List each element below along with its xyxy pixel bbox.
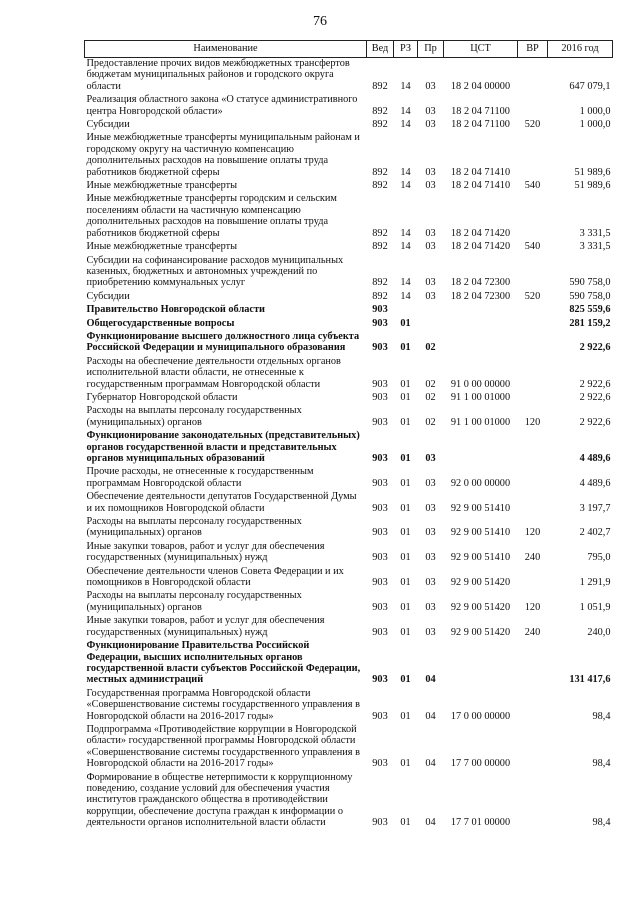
row-ved: 903 — [372, 552, 388, 564]
row-pr: 02 — [425, 342, 436, 354]
row-pr: 03 — [425, 105, 436, 117]
row-ved: 903 — [372, 317, 388, 329]
row-pr — [418, 318, 444, 331]
row-amount: 1 051,9 — [579, 601, 611, 613]
table-row — [85, 688, 613, 724]
row-cst: 17 0 00 00000 — [450, 710, 511, 722]
table-row — [85, 255, 613, 291]
row-ved: 903 — [372, 477, 388, 489]
row-amount: 2 922,6 — [579, 342, 611, 354]
row-rz: 01 — [400, 710, 411, 722]
row-ved: 903 — [372, 342, 388, 354]
table-row — [85, 356, 613, 392]
row-amount: 2 922,6 — [579, 391, 611, 403]
row-pr: 04 — [425, 710, 436, 722]
row-rz: 01 — [400, 453, 411, 464]
row-pr — [418, 304, 444, 317]
row-pr: 03 — [425, 577, 436, 589]
row-ved: 892 — [372, 119, 388, 131]
row-pr: 03 — [425, 166, 436, 178]
table-row — [85, 491, 613, 516]
row-ved: 892 — [372, 166, 388, 178]
row-pr: 03 — [425, 277, 436, 289]
row-pr: 03 — [425, 626, 436, 638]
row-ved: 892 — [372, 105, 388, 117]
row-cst: 92 9 00 51410 — [450, 502, 511, 514]
row-amount: 2 922,6 — [579, 416, 611, 428]
row-pr: 02 — [425, 391, 436, 403]
row-pr: 03 — [425, 601, 436, 613]
row-ved: 892 — [372, 241, 388, 253]
row-pr: 02 — [425, 416, 436, 428]
row-vr — [518, 491, 548, 516]
row-amount: 1 291,9 — [579, 577, 611, 589]
row-cst: 18 2 04 71100 — [451, 119, 510, 131]
row-vr — [518, 58, 548, 95]
table-row — [85, 772, 613, 831]
row-rz: 01 — [400, 342, 411, 354]
row-rz: 01 — [400, 674, 411, 686]
row-cst: 91 1 00 01000 — [450, 391, 511, 403]
row-ved: 903 — [372, 453, 388, 464]
row-amount: 281 159,2 — [569, 317, 611, 329]
budget-table — [84, 40, 613, 831]
row-vr — [518, 304, 548, 317]
row-cst: 92 9 00 51420 — [450, 601, 511, 613]
row-ved: 903 — [372, 304, 388, 316]
row-pr: 03 — [425, 180, 436, 192]
row-cst: 18 2 04 71410 — [450, 180, 511, 192]
row-cst: 18 2 04 72300 — [450, 277, 511, 289]
row-name: Обеспечение деятельности депутатов Государственной Думы и их помощников Новгородской области — [86, 491, 357, 514]
row-amount: 2 922,6 — [579, 378, 611, 390]
row-name: Иные закупки товаров, работ и услуг для обеспечения государственных (муниципальных) нужд — [86, 540, 325, 564]
row-rz: 14 — [400, 105, 411, 117]
table-row — [85, 516, 613, 541]
row-name: Государственная программа Новгородской области «Совершенствование системы государственного управления в Новгородской области на 2016-2017 годы» — [86, 687, 360, 722]
row-rz: 14 — [400, 166, 411, 178]
row-cst: 17 7 00 00000 — [450, 758, 511, 770]
row-vr — [518, 430, 548, 466]
row-rz: 01 — [400, 391, 411, 403]
row-vr: 120 — [524, 416, 541, 428]
table-row — [85, 318, 613, 331]
table-row — [85, 541, 613, 566]
row-rz: 14 — [400, 241, 411, 253]
row-vr — [518, 392, 548, 405]
row-name: Субсидии — [86, 290, 130, 302]
row-ved: 892 — [372, 290, 388, 302]
row-cst: 18 2 04 71420 — [450, 227, 511, 239]
header-vr: ВР — [518, 41, 548, 58]
row-rz: 01 — [400, 378, 411, 390]
row-name: Иные межбюджетные трансферты — [86, 241, 238, 253]
row-amount: 825 559,6 — [569, 304, 611, 316]
row-ved: 903 — [372, 601, 388, 613]
row-ved: 903 — [372, 817, 388, 829]
row-cst: 92 0 00 00000 — [450, 477, 511, 489]
row-pr: 03 — [425, 477, 436, 489]
row-amount: 51 989,6 — [574, 166, 611, 178]
row-vr: 120 — [524, 601, 541, 613]
header-cst: ЦСТ — [444, 41, 518, 58]
table-row — [85, 724, 613, 772]
row-pr: 04 — [425, 758, 436, 770]
row-ved: 903 — [372, 577, 388, 589]
row-vr — [518, 94, 548, 119]
row-name: Иные межбюджетные трансферты городским и сельским поселениям области на частичную компенсацию дополнительных расходов на повышение оплаты труда работников бюджетной сферы — [86, 193, 337, 239]
row-amount: 590 758,0 — [569, 277, 611, 289]
row-vr: 540 — [524, 180, 541, 192]
row-name: Расходы на выплаты персоналу государственных (муниципальных) органов — [86, 516, 302, 539]
row-rz: 01 — [400, 601, 411, 613]
row-pr: 04 — [425, 817, 436, 829]
row-amount: 795,0 — [587, 552, 611, 564]
row-cst — [444, 318, 518, 331]
row-rz: 01 — [400, 817, 411, 829]
table-row — [85, 466, 613, 491]
row-amount: 1 000,0 — [579, 119, 611, 131]
row-amount: 131 417,6 — [569, 674, 611, 686]
table-row — [85, 392, 613, 405]
table-row — [85, 94, 613, 119]
header-ved: Вед — [367, 41, 394, 58]
row-cst: 18 2 04 72300 — [450, 290, 511, 302]
table-row — [85, 241, 613, 254]
row-name: Расходы на выплаты персоналу государственных (муниципальных) органов — [86, 590, 302, 613]
table-row — [85, 405, 613, 430]
table-row — [85, 590, 613, 615]
row-ved: 892 — [372, 227, 388, 239]
table-row — [85, 119, 613, 132]
row-vr — [518, 688, 548, 724]
row-amount: 647 079,1 — [569, 80, 611, 92]
row-amount: 98,4 — [592, 817, 611, 829]
row-rz: 01 — [400, 502, 411, 514]
row-ved: 903 — [372, 391, 388, 403]
row-name: Формирование в обществе нетерпимости к коррупционному поведению, создание условий для обеспечения участия институтов гражданского общества в противодействии коррупции, обеспечение доступа граждан к информации о деятельности органов исполнительной власти области — [86, 771, 353, 829]
table-header-row — [85, 41, 613, 58]
table-row — [85, 304, 613, 317]
row-rz: 01 — [400, 758, 411, 770]
row-pr: 03 — [425, 502, 436, 514]
row-vr — [518, 132, 548, 180]
row-vr — [518, 255, 548, 291]
row-pr: 03 — [425, 290, 436, 302]
row-rz — [394, 304, 418, 317]
row-vr: 120 — [524, 527, 541, 539]
row-rz: 01 — [400, 577, 411, 589]
row-ved: 892 — [372, 180, 388, 192]
row-vr: 240 — [524, 552, 541, 564]
page-number: 76 — [313, 14, 327, 29]
row-name: Функционирование Правительства Российской Федерации, высших исполнительных органов государственной власти субъектов Российской Федерации, местных администраций — [86, 640, 361, 686]
row-ved: 903 — [372, 378, 388, 390]
row-amount: 240,0 — [587, 626, 611, 638]
row-name: Реализация областного закона «О статусе административного центра Новгородской области» — [86, 94, 358, 117]
row-rz: 01 — [400, 626, 411, 638]
row-rz: 01 — [400, 416, 411, 428]
table-row — [85, 58, 613, 95]
row-vr — [518, 640, 548, 688]
row-name: Функционирование законодательных (представительных) органов государственной власти и представительных органов муниципальных образований — [86, 430, 360, 464]
row-vr — [518, 724, 548, 772]
row-rz: 01 — [400, 477, 411, 489]
table-row — [85, 566, 613, 591]
row-ved: 892 — [372, 277, 388, 289]
row-pr: 03 — [425, 80, 436, 92]
row-amount: 3 331,5 — [579, 227, 611, 239]
row-rz: 14 — [400, 277, 411, 289]
row-amount: 51 989,6 — [574, 180, 611, 192]
header-year: 2016 год — [548, 41, 613, 58]
row-name: Предоставление прочих видов межбюджетных трансфертов бюджетам муниципальных районов и городского округа области — [86, 58, 350, 92]
row-amount: 4 489,6 — [579, 453, 611, 464]
table-row — [85, 640, 613, 688]
table-row — [85, 615, 613, 640]
row-ved: 903 — [372, 502, 388, 514]
row-cst — [444, 430, 518, 466]
table-row — [85, 291, 613, 304]
row-cst: 18 2 04 00000 — [450, 80, 511, 92]
row-name: Прочие расходы, не отнесенные к государственным программам Новгородской области — [86, 466, 314, 489]
row-pr: 04 — [425, 674, 436, 686]
table-row — [85, 132, 613, 180]
table-row — [85, 180, 613, 193]
row-rz: 01 — [400, 527, 411, 539]
row-name: Подпрограмма «Противодействие коррупции в Новгородской области» государственной программы Новгородской области «Совершенствование системы государственного управления в Новгородской области на 2016-2017 годы» — [86, 723, 360, 770]
row-amount: 2 402,7 — [579, 527, 611, 539]
row-vr — [518, 318, 548, 331]
row-name: Иные закупки товаров, работ и услуг для обеспечения государственных (муниципальных) нужд — [86, 615, 325, 638]
row-cst — [444, 304, 518, 317]
row-pr: 03 — [425, 241, 436, 253]
row-name: Общегосударственные вопросы — [86, 317, 235, 329]
table-row — [85, 331, 613, 356]
row-vr: 520 — [524, 290, 541, 302]
row-rz: 14 — [400, 119, 411, 131]
row-cst — [444, 640, 518, 688]
row-vr — [518, 356, 548, 392]
row-vr — [518, 193, 548, 241]
row-rz: 14 — [400, 227, 411, 239]
row-pr: 03 — [425, 119, 436, 131]
row-name: Губернатор Новгородской области — [86, 391, 238, 403]
row-rz: 01 — [400, 317, 411, 329]
row-vr — [518, 772, 548, 831]
row-name: Расходы на обеспечение деятельности отдельных органов исполнительной власти области, не отнесенные к государственным программам Новгородской области — [86, 355, 341, 390]
row-name: Иные межбюджетные трансферты муниципальным районам и городскому округу на частичную компенсацию дополнительных расходов на повышение оплаты труда работников бюджетной сферы — [86, 132, 360, 178]
table-row — [85, 193, 613, 241]
row-amount: 1 000,0 — [579, 105, 611, 117]
row-cst: 91 1 00 01000 — [450, 416, 511, 428]
row-cst: 18 2 04 71420 — [450, 241, 511, 253]
header-pr: Пр — [418, 41, 444, 58]
row-cst: 91 0 00 00000 — [450, 378, 511, 390]
row-cst: 92 9 00 51420 — [450, 577, 511, 589]
row-vr — [518, 566, 548, 591]
row-rz: 14 — [400, 180, 411, 192]
header-name: Наименование — [85, 41, 367, 58]
row-vr: 520 — [524, 119, 541, 131]
table-body — [85, 58, 613, 831]
row-ved: 903 — [372, 527, 388, 539]
row-ved: 903 — [372, 758, 388, 770]
row-ved: 903 — [372, 710, 388, 722]
row-name: Субсидии на софинансирование расходов муниципальных казенных, бюджетных и автономных учреждений по приобретению коммунальных услуг — [86, 254, 344, 289]
row-amount: 98,4 — [592, 758, 611, 770]
row-pr: 03 — [425, 453, 436, 464]
row-vr: 240 — [524, 626, 541, 638]
row-cst: 18 2 04 71100 — [451, 105, 510, 117]
row-amount: 3 331,5 — [579, 241, 611, 253]
row-pr: 03 — [425, 227, 436, 239]
row-rz: 01 — [400, 552, 411, 564]
row-name: Обеспечение деятельности членов Совета Федерации и их помощников в Новгородской области — [86, 565, 344, 589]
row-name: Расходы на выплаты персоналу государственных (муниципальных) органов — [86, 405, 302, 428]
row-name: Иные межбюджетные трансферты — [86, 180, 238, 192]
row-vr — [518, 331, 548, 356]
row-ved: 903 — [372, 626, 388, 638]
row-ved: 903 — [372, 416, 388, 428]
row-pr: 02 — [425, 378, 436, 390]
row-cst: 17 7 01 00000 — [450, 817, 511, 829]
row-vr: 540 — [524, 241, 541, 253]
row-name: Субсидии — [86, 119, 130, 131]
row-vr — [518, 466, 548, 491]
row-name: Правительство Новгородской области — [86, 304, 265, 316]
row-amount: 590 758,0 — [569, 290, 611, 302]
row-cst: 18 2 04 71410 — [450, 166, 511, 178]
row-amount: 4 489,6 — [579, 477, 611, 489]
row-cst: 92 9 00 51410 — [450, 552, 511, 564]
table-row — [85, 430, 613, 466]
row-amount: 98,4 — [592, 710, 611, 722]
row-cst — [444, 331, 518, 356]
header-rz: РЗ — [394, 41, 418, 58]
row-name: Функционирование высшего должностного лица субъекта Российской Федерации и муниципального образования — [86, 330, 360, 354]
row-pr: 03 — [425, 552, 436, 564]
row-rz: 14 — [400, 80, 411, 92]
row-rz: 14 — [400, 290, 411, 302]
row-pr: 03 — [425, 527, 436, 539]
row-amount: 3 197,7 — [579, 502, 611, 514]
row-ved: 903 — [372, 674, 388, 686]
row-cst: 92 9 00 51410 — [450, 527, 511, 539]
row-cst: 92 9 00 51420 — [450, 626, 511, 638]
row-ved: 892 — [372, 80, 388, 92]
